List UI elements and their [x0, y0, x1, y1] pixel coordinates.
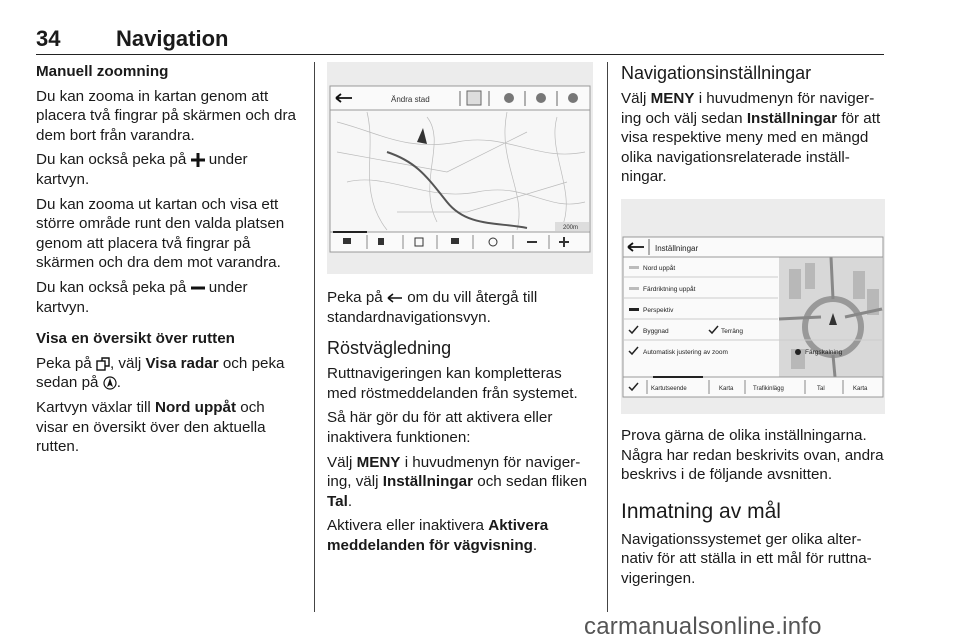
minus-icon — [191, 281, 205, 295]
paragraph: Välj MENY i huvudmenyn för naviger- ing, välj Inställningar och sedan fliken Tal. — [327, 453, 588, 510]
settings-icon[interactable] — [568, 93, 578, 103]
settings-row-terrain[interactable]: Terräng — [721, 327, 744, 335]
settings-row-color-scale[interactable]: Färgskalning — [805, 348, 843, 356]
settings-row-auto-zoom[interactable]: Automatisk justering av zoom — [643, 348, 728, 356]
settings-title: Inställningar — [655, 243, 699, 253]
heading-route-overview: Visa en översikt över rutten — [36, 330, 235, 348]
paragraph: Peka på , välj Visa radar och peka sedan på . — [36, 354, 285, 392]
zoom-out-icon[interactable] — [527, 241, 537, 243]
paragraph: Du kan zooma ut kartan och visa ett större område runt den valda platsen genom att placera två fingrar på skärmen och dra dem mot varandra. — [36, 195, 285, 272]
map-screenshot-figure — [327, 62, 593, 274]
map-view-icon[interactable] — [467, 91, 481, 105]
tab-voice[interactable]: Tal — [817, 385, 825, 392]
heading-destination-input: Inmatning av mål — [621, 499, 781, 523]
list-icon[interactable] — [378, 238, 384, 245]
route-options-icon — [96, 357, 110, 371]
paragraph: Du kan zooma in kartan genom att placera två fingrar på skärmen och dra dem bort från varandra. — [36, 87, 297, 144]
radar-icon — [103, 376, 117, 390]
paragraph: Aktivera eller inaktivera Aktivera meddelanden för vägvisning. — [327, 517, 549, 554]
paragraph: Prova gärna de olika inställningarna. Några har redan beskrivits ovan, andra beskrivs i de följande avsnitten. — [621, 426, 884, 484]
settings-row-buildings[interactable]: Byggnad — [643, 327, 669, 335]
compass-icon[interactable] — [536, 93, 546, 103]
radio-north-up[interactable] — [629, 266, 639, 269]
column-divider-1 — [314, 62, 315, 612]
paragraph: Navigationssystemet ger olika alter- nativ för att ställa in ett mål för ruttna- vigeringen. — [621, 530, 872, 587]
map-scale: 200m — [563, 225, 579, 231]
plus-icon — [191, 153, 205, 167]
settings-row-perspective[interactable]: Perspektiv — [643, 306, 674, 314]
column-1 — [36, 62, 301, 462]
map-title: Ändra stad — [391, 95, 430, 104]
page-number: 34 — [36, 26, 61, 51]
paragraph: Du kan också peka på under kartvyn. — [36, 151, 248, 188]
heading-voice-guidance: Röstvägledning — [327, 338, 452, 359]
paragraph: Peka på om du vill återgå till standardnavigationsvyn. — [327, 289, 538, 326]
route-icon[interactable] — [343, 238, 351, 244]
settings-row-north-up[interactable]: Nord uppåt — [643, 264, 676, 272]
settings-screenshot-figure — [621, 199, 885, 414]
back-arrow-icon — [387, 292, 403, 304]
paragraph: Ruttnavigeringen kan kompletteras med röstmeddelanden från systemet. — [327, 365, 578, 402]
tab-map[interactable]: Karta — [719, 385, 734, 392]
paragraph: Så här gör du för att aktivera eller inaktivera funktionen: — [327, 409, 553, 446]
settings-row-heading-up[interactable]: Färdriktning uppåt — [643, 285, 696, 293]
map-screen — [327, 62, 593, 274]
traffic-icon[interactable] — [451, 238, 459, 244]
tab-map-appearance[interactable]: Kartutseende — [651, 385, 687, 392]
heading-manual-zoom: Manuell zoomning — [36, 63, 169, 80]
paragraph: Kartvyn växlar till Nord uppåt och visar en översikt över den aktuella rutten. — [36, 398, 266, 456]
watermark: carmanualsonline.info — [584, 613, 822, 640]
tab-traffic[interactable]: Trafikinlägg — [753, 385, 784, 392]
tab-map-2[interactable]: Karta — [853, 385, 868, 392]
page-header — [36, 26, 884, 55]
page-section-title: Navigation — [116, 26, 229, 51]
column-2 — [327, 62, 593, 561]
settings-screen — [621, 199, 885, 414]
column-divider-2 — [607, 62, 608, 612]
radio-perspective[interactable] — [629, 308, 639, 311]
paragraph: Du kan också peka på under kartvyn. — [36, 278, 248, 316]
heading-navigation-settings: Navigationsinställningar — [621, 63, 812, 83]
poi-icon[interactable] — [504, 93, 514, 103]
sun-icon — [795, 349, 801, 355]
column-3 — [621, 62, 885, 594]
radio-heading-up[interactable] — [629, 287, 639, 290]
paragraph: Välj MENY i huvudmenyn för naviger- ing och välj sedan Inställningar för att visa respektive meny med en mängd olika navigationsrelaterade inställ- ningar. — [621, 90, 881, 186]
